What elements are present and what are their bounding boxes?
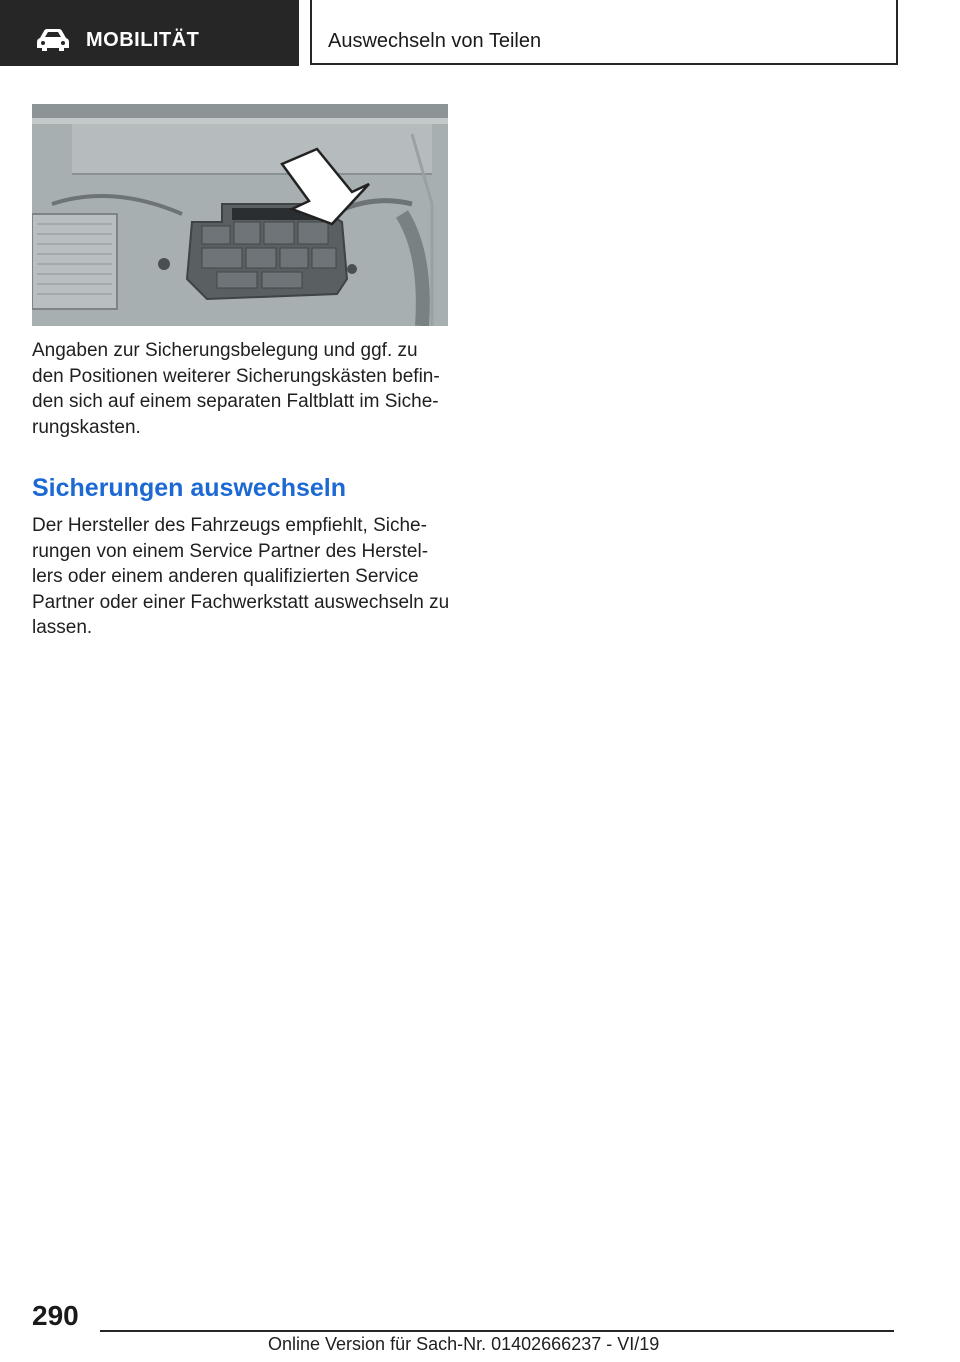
replace-fuses-paragraph: Der Hersteller des Fahrzeugs empfiehlt, Siche-rungen von einem Service Partner des Herstel-lers oder einem anderen qualifizierten Service Partner oder einer Fachwerkstatt auswechseln zu lassen.	[32, 515, 450, 638]
fuse-info-paragraph: Angaben zur Sicherungsbelegung und ggf. zu den Positionen weiterer Sicherungskästen befin-den sich auf einem separaten Faltblatt im Siche-rungskasten.	[32, 340, 440, 438]
fuse-box-illustration	[32, 104, 448, 326]
footer-version-text: Online Version für Sach-Nr. 01402666237 - VI/19	[268, 1334, 660, 1354]
page-number: 290	[32, 1300, 79, 1331]
car-icon	[36, 28, 70, 52]
chapter-title: Auswechseln von Teilen	[328, 30, 542, 52]
section-heading: Sicherungen auswechseln	[32, 474, 346, 502]
footer-divider	[100, 1330, 894, 1332]
section-label: MOBILITÄT	[86, 29, 200, 51]
section-tab	[0, 0, 299, 66]
chapter-header	[310, 0, 898, 65]
